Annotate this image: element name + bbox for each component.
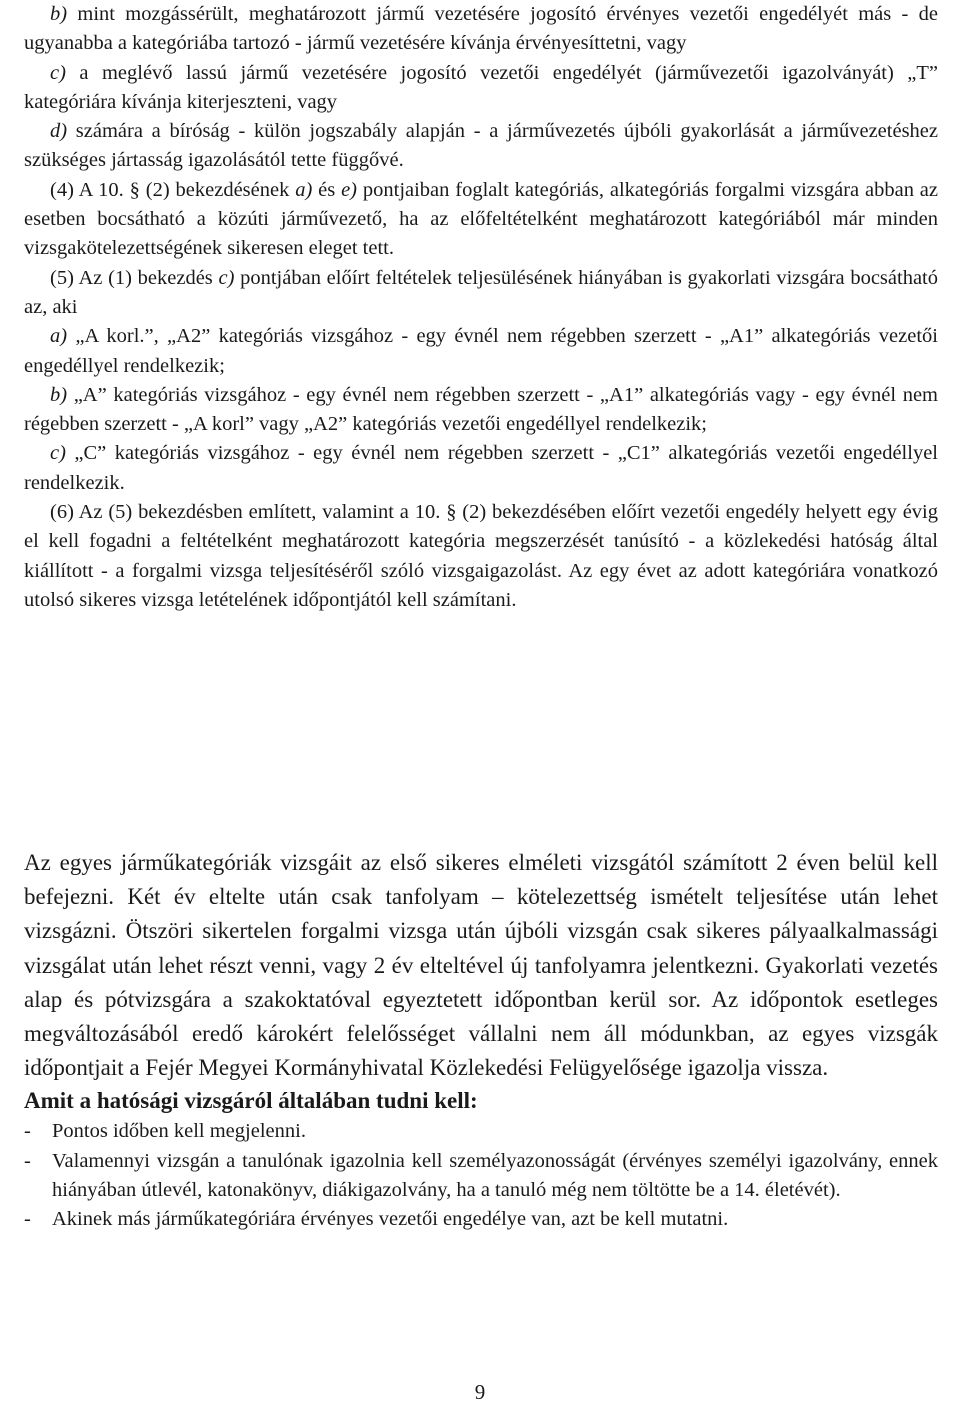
- list-item: [24, 1147, 938, 1206]
- list-item-text: Akinek más járműkategóriára érvényes vezetői engedélye van, azt be kell mutatni.: [52, 1208, 729, 1231]
- point-marker: c): [50, 442, 66, 465]
- list-item-text: Pontos időben kell megjelenni.: [52, 1120, 306, 1143]
- point-marker: b): [50, 383, 68, 406]
- list-item-text: Valamennyi vizsgán a tanulónak igazolnia kell személyazonosságát (érvényes személyi igazolvány, ennek hiányában útlevél, katonakönyv, diákigazolvány, ha a tanuló még nem töltötte be a 14. életévét).: [52, 1149, 938, 1202]
- point-marker: c): [50, 61, 66, 84]
- point-marker: a): [295, 178, 313, 201]
- bullet-marker: -: [24, 1208, 31, 1231]
- point-marker: d): [50, 120, 68, 143]
- bullet-marker: -: [24, 1149, 31, 1172]
- paragraph-5: [24, 264, 938, 323]
- paragraph-d-1: [24, 117, 938, 176]
- paragraph-text: „A korl.”, „A2” kategóriás vizsgához - egy évnél nem régebben szerzett - „A1” alkategóriás vezetői engedéllyel rendelkezik;: [24, 325, 938, 377]
- paragraph-text: mint mozgássérült, meghatározott jármű vezetésére jogosító érvényes vezetői engedélyét más - de ugyanabba a kategóriába tartozó - jármű vezetésére kívánja érvényesíttetni, vagy: [24, 3, 938, 55]
- list-item: [24, 1117, 938, 1146]
- point-marker: a): [50, 325, 68, 348]
- paragraph-6: (6) Az (5) bekezdésben említett, valamint a 10. § (2) bekezdésében előírt vezetői engedély helyett egy évig el kell fogadni a feltételként meghatározott kategória megszerzését tanúsító - a közlekedési hatóság által kiállított - a forgalmi vizsga teljesítéséről szóló vizsgaigazolást. Az egy évet az adott kategóriára vonatkozó utolsó sikeres vizsga letételének időpontjától kell számítani.: [24, 501, 938, 611]
- exam-info-section: [24, 846, 938, 1235]
- paragraph-text: (4) A 10. § (2) bekezdésének: [50, 178, 296, 201]
- paragraph-text: pontjaiban foglalt kategóriás, alkategóriás forgalmi vizsgára abban az esetben bocsátható a közúti járművezető, ha az előfeltételként meghatározott kategóriából már minden vizsgakötelezettségének sikeresen eleget tett.: [24, 178, 938, 260]
- paragraph-c-5: [24, 439, 938, 498]
- point-marker: e): [341, 178, 358, 201]
- paragraph-text: „C” kategóriás vizsgához - egy évnél nem régebben szerzett - „C1” alkategóriás vezetői engedéllyel rendelkezik.: [24, 442, 938, 494]
- point-marker: b): [50, 3, 68, 25]
- regulation-excerpt: [24, 0, 938, 615]
- paragraph-b-1: [24, 0, 938, 59]
- paragraph-text: számára a bíróság - külön jogszabály alapján - a járművezetés újbóli gyakorlását a járművezetéshez szükséges jártasság igazolásától tette függővé.: [24, 120, 938, 172]
- page-number: 9: [474, 1380, 486, 1404]
- bullet-marker: -: [24, 1120, 31, 1143]
- paragraph-text: (5) Az (1) bekezdés: [50, 266, 219, 289]
- paragraph-b-5: [24, 381, 938, 440]
- section-heading: Amit a hatósági vizsgáról általában tudni kell:: [24, 1088, 478, 1114]
- paragraph-4: [24, 176, 938, 264]
- exam-info-paragraph: Az egyes járműkategóriák vizsgáit az első sikeres elméleti vizsgától számított 2 éven belül kell befejezni. Két év eltelte után csak tanfolyam – kötelezettség ismételt teljesítése után lehet vizsgázni. Ötszöri sikertelen forgalmi vizsga után újbóli vizsgán csak sikeres pályaalkalmassági vizsgálat után lehet részt venni, vagy 2 év elteltével új tanfolyamra jelentkezni. Gyakorlati vezetés alap és pótvizsgára a szakoktatóval egyeztetett időpontban kerül sor. Az időpontok esetleges megváltozásából eredő károkért felelősséget vállalni nem áll módunkban, az egyes vizsgák időpontjait a Fejér Megyei Kormányhivatal Közlekedési Felügyelősége igazolja vissza.: [24, 850, 938, 1081]
- paragraph-c-1: [24, 59, 938, 118]
- rules-list: [24, 1117, 938, 1234]
- paragraph-text: pontjában előírt feltételek teljesülésének hiányában is gyakorlati vizsgára bocsátható az, aki: [24, 266, 939, 318]
- paragraph-a-5: [24, 322, 938, 381]
- paragraph-text: a meglévő lassú jármű vezetésére jogosító vezetői engedélyét (járművezetői igazolványát) „T” kategóriára kívánja kiterjeszteni, vagy: [24, 61, 938, 113]
- point-marker: c): [218, 266, 235, 289]
- paragraph-text: és: [312, 178, 342, 201]
- list-item: [24, 1205, 938, 1234]
- paragraph-text: „A” kategóriás vizsgához - egy évnél nem régebben szerzett - „A1” alkategóriás vagy - egy évnél nem régebben szerzett - „A korl” vagy „A2” kategóriás vezetői engedéllyel rendelkezik;: [24, 383, 938, 436]
